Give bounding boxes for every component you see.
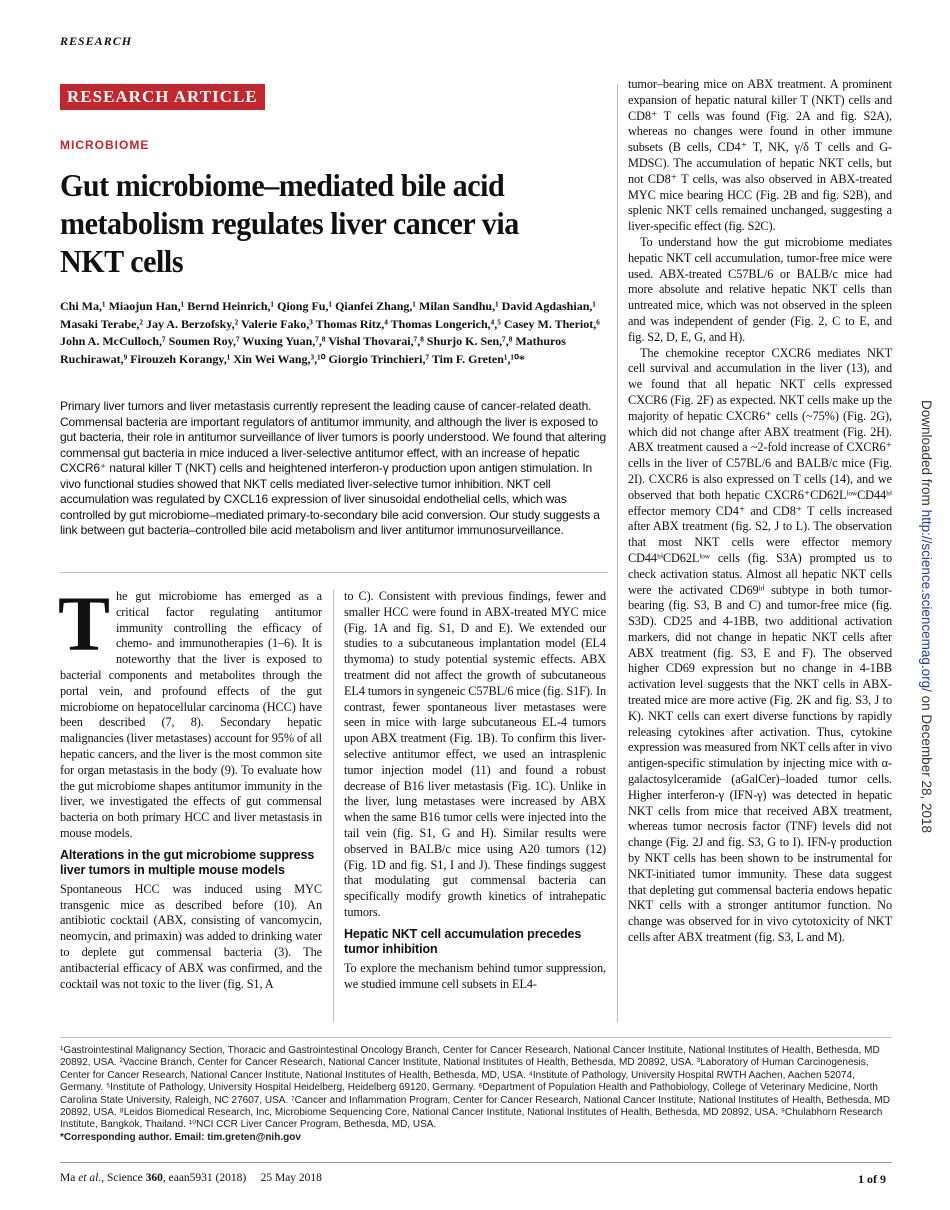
col2-paragraph-1: to C). Consistent with previous findings, fewer and smaller HCC were found in ABX-treated MYC mice (Fig. 1A and fig. S1, D and E). We extended our studies to a subcutaneous implantation model (EL4 thymoma) to study potential systemic effects. ABX treatment did not affect the growth of subcutaneous EL4 tumors in syngeneic C57BL/6 mice (fig. S1F). In contrast, fewer spontaneous liver metastases were seen in mice with large subcutaneous EL-4 tumors upon ABX treatment (Fig. 1B). To confirm this liver-selective antitumor effect, we used an intrasplenic tumor injection model (11) and found a robust decrease of B16 liver metastasis (Fig. 1C). Unlike in the liver, lung metastases were increased by ABX when the same B16 tumor cells were injected into the tail vein (fig. S1, G and H). Similar results were observed in BALB/c mice using A20 tumors (12) (Fig. 1D and fig. S1, I and J). These findings suggest that modulating gut commensal bacteria can specifically modify growth kinetics of intrahepatic tumors. xyxy=(344,589,606,919)
body-column-2 xyxy=(344,589,606,992)
column-divider-2 xyxy=(617,84,618,1022)
col3-paragraph-3: The chemokine receptor CXCR6 mediates NKT cell survival and accumulation in the liver (13), and we found that all hepatic NKT cells expressed CXCR6 (Fig. 2F) as expected. NKT cells make up the majority of hepatic CXCR6⁺ cells (~75%) (Fig. 2G), which did not change after ABX treatment (Fig. 2H). ABX treatment caused a ~2-fold increase of CXCR6⁺ cells in the liver of C57BL/6 and BALB/c mice (Fig. 2I). CXCR6 is also expressed on T cells (14), and we observed that both hepatic CXCR6⁺CD62LˡᵒʷCD44ʰⁱ effector memory CD4⁺ and CD8⁺ T cells increased after ABX treatment (fig. S2, J to L). The observation that most NKT cells were effector memory CD44ʰⁱCD62Lˡᵒʷ cells (fig. S3A) prompted us to check activation status. Almost all hepatic NKT cells were the activated CD69ʰⁱ subtype in both tumor-bearing (fig. S3, B and C) and tumor-free mice (fig. S3D). CD25 and 4-1BB, two additional activation markers, did not change in hepatic NKT cells after ABX treatment (fig. S3, E and F). The observed higher CD69 expression but no change in 4-1BB activation level suggests that the NKT cells in ABX-treated mice are more active (Fig. 2K and fig. S3, J to K). NKT cells can exert diverse functions by rapidly releasing cytokines after activation. Thus, cytokine expression was measured from NKT cells after in vivo antigen-specific stimulation by injecting mice with α-galactosylceramide (aGalCer)–loaded tumor cells. Higher interferon-γ (IFN-γ) was detected in hepatic NKT cells from mice that received ABX treatment, whereas tumor necrosis factor (TNF) levels did not change (Fig. 2J and fig. S3, G to I). IFN-γ production by NKT cells has been shown to be instrumental for NKT-initiated tumor immunity. These data suggest that depleting gut commensal bacteria endows hepatic NKT cells with a stronger antitumor function. No change was observed for in vivo cytotoxicity of NKT cells after ABX treatment (fig. S3, L and M). xyxy=(628,345,892,945)
footnote-divider xyxy=(60,1037,892,1038)
footer-journal: , Science xyxy=(101,1172,146,1184)
article-type-badge: RESEARCH ARTICLE xyxy=(60,84,265,110)
col3-paragraph-1: tumor–bearing mice on ABX treatment. A prominent expansion of hepatic natural killer T (NKT) cells and CD8⁺ T cells was found (Fig. 2A and fig. S2A), whereas no changes were found in other immune subsets (B cells, CD4⁺ T, NK, γ/δ T cells and G-MDSC). The accumulation of hepatic NKT cells, but not CD8⁺ T cells, was also observed in ABX-treated MYC mice bearing HCC (Fig. 2B and fig. S2B), and splenic NKT cells remained unchanged, suggesting a liver-specific effect (fig. S2C). xyxy=(628,77,892,234)
affiliations: ¹Gastrointestinal Malignancy Section, Thoracic and Gastrointestinal Oncology Branch, Center for Cancer Research, National Cancer Institute, National Institutes of Health, Bethesda, MD 20892, USA. ²Vaccine Branch, Center for Cancer Research, National Cancer Institute, National Institutes of Health, Bethesda, MD 20892, USA. ³Laboratory of Human Carcinogenesis, Center for Cancer Research, National Cancer Institute, National Institutes of Health, Bethesda, MD, USA. ⁴Institute of Pathology, University Hospital RWTH Aachen, Aachen 52074, Germany. ⁵Institute of Pathology, University Hospital Heidelberg, Heidelberg 69120, Germany. ⁶Department of Population Health and Pathobiology, College of Veterinary Medicine, North Carolina State University, Raleigh, NC 27607, USA. ⁷Cancer and Inflammation Program, Center for Cancer Research, National Cancer Institute, National Institutes of Health, Bethesda, MD 20892, USA. ⁸Leidos Biomedical Research, Inc, Microbiome Sequencing Core, National Cancer Institute, National Institutes of Health, Bethesda, MD 20892, USA. ⁹Chulabhorn Research Institute, Bangkok, Thailand. ¹⁰NCI CCR Liver Cancer Program, Bethesda, MD, USA. xyxy=(60,1045,890,1131)
download-stamp xyxy=(912,400,934,1020)
download-stamp-prefix: Downloaded from xyxy=(919,400,934,510)
article-title: Gut microbiome–mediated bile acid metabolism regulates liver cancer via NKT cells xyxy=(60,167,519,279)
drop-cap: T xyxy=(58,580,110,667)
footer-date: , eaan5931 (2018) 25 May 2018 xyxy=(162,1172,322,1184)
author-list: Chi Ma,¹ Miaojun Han,¹ Bernd Heinrich,¹ Qiong Fu,¹ Qianfei Zhang,¹ Milan Sandhu,¹ David Agdashian,¹ Masaki Terabe,² Jay A. Berzofsky,² Valerie Fako,³ Thomas Ritz,⁴ Thomas Longerich,⁴,⁵ Casey M. Theriot,⁶ John A. McCulloch,⁷ Soumen Roy,⁷ Wuxing Yuan,⁷,⁸ Vishal Thovarai,⁷,⁸ Shurjo K. Sen,⁷,⁸ Mathuros Ruchirawat,⁹ Firouzeh Korangy,¹ Xin Wei Wang,³,¹⁰ Giorgio Trinchieri,⁷ Tim F. Greten¹,¹⁰* xyxy=(60,299,600,366)
intro-text: he gut microbiome has emerged as a critical factor regulating antitumor immunity controlling the efficacy of chemo- and immunotherapies (1–6). It is noteworthy that the liver is exposed to bacterial components and metabolites through the portal vein, and profound effects of the gut microbiome on hepatocellular carcinoma (HCC) have been described (7, 8). Secondary hepatic malignancies (liver metastases) account for 95% of all hepatic cancers, and the liver is the most common site for organ metastasis in the body (9). To evaluate how the gut microbiome shapes antitumor immunity in the liver, we investigated the effects of gut commensal bacteria on both primary HCC and liver metastasis in mouse models. xyxy=(60,589,322,840)
footer-citation xyxy=(60,1172,322,1184)
column-divider-1 xyxy=(333,590,334,1022)
col1-paragraph-2: Spontaneous HCC was induced using MYC transgenic mice as described before (10). An antibiotic cocktail (ABX, consisting of vancomycin, neomycin, and primaxin) was added to drinking water to deplete gut commensal bacteria (3). The antibacterial efficacy of ABX was confirmed, and the cocktail was not toxic to the liver (fig. S1, A xyxy=(60,881,322,991)
corresponding-author: *Corresponding author. Email: tim.greten@nih.gov xyxy=(60,1131,301,1143)
col2-paragraph-2: To explore the mechanism behind tumor suppression, we studied immune cell subsets in EL4- xyxy=(344,960,606,991)
footnotes xyxy=(60,1045,892,1144)
download-stamp-date: on December 28, 2018 xyxy=(919,691,934,833)
footer-etal: et al. xyxy=(78,1172,102,1184)
running-head: RESEARCH xyxy=(60,34,133,48)
footer-divider xyxy=(60,1162,892,1163)
col3-paragraph-2: To understand how the gut microbiome mediates hepatic NKT cell accumulation, tumor-free mice were used. ABX-treated C57BL/6 or BALB/c mice had more absolute and relative hepatic NKT cells than untreated mice, which was not observed in the spleen and was independent of gender (Fig. 2, C to E, and fig. S2, D, E, G, and H). xyxy=(628,234,892,344)
section-label: MICROBIOME xyxy=(60,138,150,152)
page-number: 1 of 9 xyxy=(858,1172,886,1186)
section-heading-2: Hepatic NKT cell accumulation precedes tumor inhibition xyxy=(344,926,582,956)
footer-volume: 360 xyxy=(145,1172,163,1184)
abstract: Primary liver tumors and liver metastasis currently represent the leading cause of cancer-related death. Commensal bacteria are important regulators of antitumor immunity, and although the liver is exposed to gut bacteria, their role in antitumor surveillance of liver tumors is poorly understood. We found that altering commensal gut bacteria in mice induced a liver-selective antitumor effect, with an increase of hepatic CXCR6⁺ natural killer T (NKT) cells and heightened interferon-γ production upon antigen stimulation. In vivo functional studies showed that NKT cells mediated liver-selective tumor inhibition. NKT cell accumulation was regulated by CXCL16 expression of liver sinusoidal endothelial cells, which was controlled by gut microbiome–mediated primary-to-secondary bile acid conversion. Our study suggests a link between gut bacteria–controlled bile acid metabolism and liver antitumor immunosurveillance. xyxy=(60,399,607,537)
download-stamp-text xyxy=(919,400,934,833)
download-stamp-link[interactable]: http://science.sciencemag.org/ xyxy=(919,509,934,692)
section-heading-1: Alterations in the gut microbiome suppress liver tumors in multiple mouse models xyxy=(60,847,315,877)
body-column-3 xyxy=(628,77,892,946)
footer-author: Ma xyxy=(60,1172,79,1184)
body-column-1 xyxy=(58,580,322,992)
intro-paragraph xyxy=(58,580,322,842)
abstract-divider xyxy=(60,572,608,573)
